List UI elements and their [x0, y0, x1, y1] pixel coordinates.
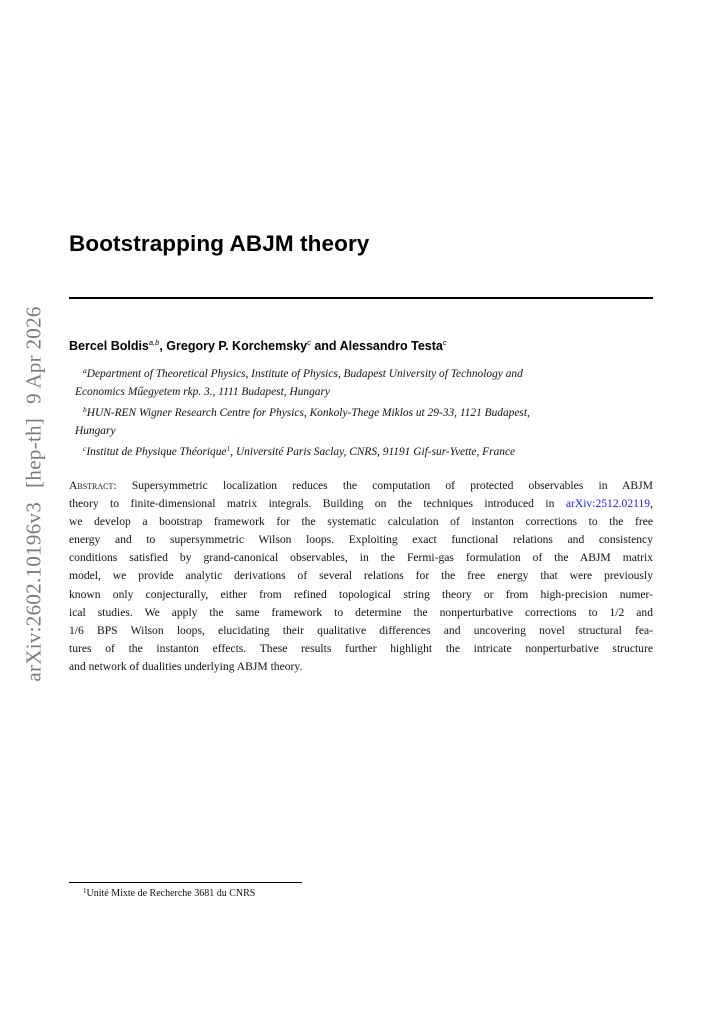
abstract-text: theory to finite-dimensional matrix integrals. Building on the techniques introduced in	[69, 497, 566, 511]
author-name: Gregory P. Korchemsky	[166, 339, 308, 353]
arxiv-category: [hep-th]	[21, 417, 46, 488]
affiliation-text: HUN-REN Wigner Research Centre for Physics, Konkoly-Thege Miklos ut 29-33, 1121 Budapest,	[86, 407, 530, 419]
affiliation-label: c	[83, 444, 87, 453]
abstract-text: Supersymmetric localization reduces the computation of protected observables in ABJM	[131, 479, 653, 492]
affiliation-text: Economics Műegyetem rkp. 3., 1111 Budapest, Hungary	[75, 386, 330, 398]
abstract	[69, 477, 653, 676]
author-name: Alessandro Testa	[339, 339, 443, 353]
affiliation-b	[75, 401, 655, 440]
footnote-rule	[69, 882, 302, 883]
affiliation-text: Institut de Physique Théorique	[86, 446, 227, 458]
affiliation-a	[75, 362, 655, 401]
abstract-heading: Abstract	[69, 479, 114, 492]
footnote-reference-link[interactable]: 1	[226, 444, 231, 453]
abstract-line: energy and to supersymmetric Wilson loops. Exploiting exact functional relations and consistency	[69, 533, 653, 547]
arxiv-id: arXiv:2602.10196v3	[21, 501, 46, 682]
affiliation-text: , Université Paris Saclay, CNRS, 91191 Gif-sur-Yvette, France	[230, 446, 516, 458]
abstract-line: and network of dualities underlying ABJM theory.	[69, 659, 303, 673]
arxiv-sidebar-stamp	[22, 306, 47, 681]
affiliation-text: Department of Theoretical Physics, Institute of Physics, Budapest University of Technology and	[86, 368, 523, 380]
abstract-line: known only conjecturally, either from refined topological string theory or from high-precision numer-	[69, 587, 653, 601]
author-affiliation-mark: a,b	[148, 338, 160, 347]
abstract-line: model, we provide analytic derivations of several relations for the free energy that were previously	[69, 569, 653, 583]
abstract-colon: :	[113, 479, 132, 492]
arxiv-date: 9 Apr 2026	[21, 306, 46, 404]
author-name: Bercel Boldis	[69, 339, 149, 353]
affiliation-c	[79, 440, 655, 461]
abstract-text: ,	[650, 497, 653, 511]
footnote-text: Unité Mixte de Recherche 3681 du CNRS	[86, 888, 256, 899]
arxiv-reference-link[interactable]: arXiv:2512.02119	[565, 497, 651, 511]
author-affiliation-mark: c	[442, 338, 447, 347]
footnote-mark: 1	[83, 887, 87, 895]
affiliation-label: a	[83, 366, 87, 375]
abstract-line	[69, 495, 653, 513]
title-rule	[69, 297, 653, 299]
abstract-line: 1/6 BPS Wilson loops, elucidating their qualitative differences and uncovering novel structural fea-	[69, 623, 653, 637]
affiliation-label: b	[83, 405, 87, 414]
affiliation-list	[75, 362, 655, 461]
affiliation-text: Hungary	[75, 425, 116, 437]
abstract-line: we develop a bootstrap framework for the systematic calculation of instanton corrections to the free	[69, 515, 653, 529]
footnote	[83, 887, 255, 899]
author-separator: ,	[159, 339, 167, 353]
abstract-line: conditions satisfied by grand-canonical observables, in the Fermi-gas formulation of the ABJM matrix	[69, 551, 653, 565]
paper-title: Bootstrapping ABJM theory	[69, 231, 370, 256]
author-affiliation-mark: c	[307, 338, 311, 347]
author-list	[69, 338, 447, 353]
abstract-line	[69, 477, 653, 495]
abstract-line: ical studies. We apply the same framework to determine the nonperturbative corrections to 1/2 and	[69, 605, 653, 619]
abstract-line: tures of the instanton effects. These results further highlight the intricate nonperturbative structure	[69, 641, 653, 655]
author-separator: and	[310, 339, 340, 353]
